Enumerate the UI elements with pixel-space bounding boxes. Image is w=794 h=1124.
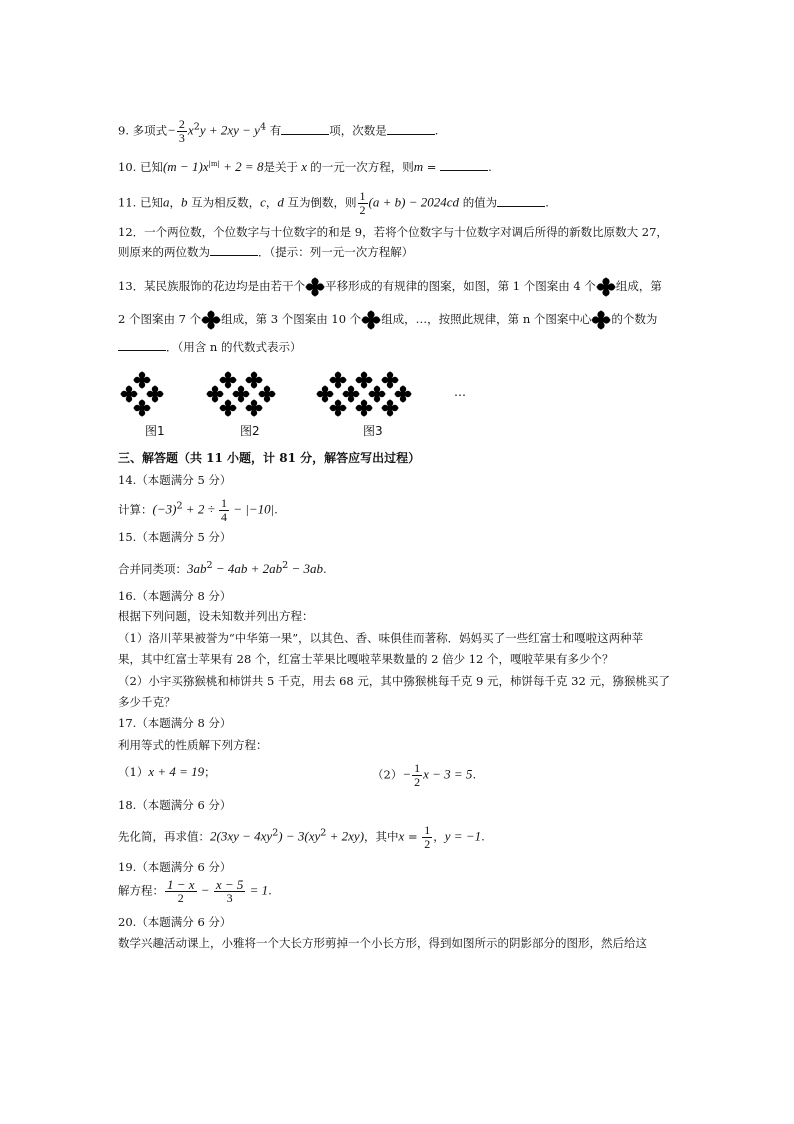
question-9: 9. 多项式− $\frac{2}{3}$ $x^2y + 2xy - y^4$ 有 项，次数是 . — [118, 117, 439, 145]
question-12-line2: 则原来的两位数为 ．（提示：列一元一次方程解） — [118, 245, 414, 259]
figure-1-label: 图1 — [145, 424, 165, 438]
clover-icon — [133, 399, 151, 417]
clover-icon — [232, 385, 250, 403]
clover-icon — [591, 310, 611, 330]
question-17-intro: 利用等式的性质解下列方程： — [118, 738, 268, 752]
question-20-line1: 数学兴趣活动课上，小雅将一个大长方形剪掉一个小长方形，得到如图所示的阴影部分的图形，然后给这 — [118, 936, 647, 950]
section-3-heading: 三、解答题（共 11 小题，计 81 分，解答应写出过程） — [118, 451, 421, 465]
answer-blank[interactable] — [440, 158, 488, 171]
question-19-head: 19.（本题满分 6 分） — [118, 860, 232, 874]
clover-icon — [368, 385, 386, 403]
answer-blank[interactable] — [387, 122, 435, 135]
clover-icon — [206, 385, 224, 403]
question-15: 合并同类项：$3ab^2 - 4ab + 2ab^2 - 3ab$. — [118, 560, 327, 576]
clover-icon — [245, 371, 263, 389]
question-14: 计算：$(-3)^2 + 2$ ÷ $\frac{1}{4}$ − |−10|. — [118, 496, 278, 524]
question-20-head: 20.（本题满分 6 分） — [118, 915, 232, 929]
answer-blank[interactable] — [118, 338, 166, 351]
question-16-part2b: 多少千克？ — [118, 695, 176, 709]
question-17-part2: （2）− $\frac{1}{2}$ x − 3 = 5. — [372, 761, 477, 789]
question-18: 先化简，再求值：$2(3xy - 4xy^2) - 3(xy^2 + 2xy)$，其中x = $\frac{1}{2}$ ，y = −1. — [118, 823, 485, 851]
question-19: 解方程： $\frac{1 - x}{2}$ − $\frac{x - 5}{3}$ = 1. — [118, 877, 272, 905]
clover-icon — [146, 385, 164, 403]
clover-icon — [355, 399, 373, 417]
clover-icon — [342, 385, 360, 403]
question-13-line3: ．（用含 n 的代数式表示） — [118, 338, 301, 355]
question-17-head: 17.（本题满分 8 分） — [118, 716, 232, 730]
question-16-part1b: 果，其中红富士苹果有 28 个，红富士苹果比嘎啦苹果数量的 2 倍少 12 个，嘎啦苹果有多少个？ — [118, 652, 614, 666]
ellipsis: … — [454, 385, 466, 399]
clover-icon — [219, 399, 237, 417]
question-14-head: 14.（本题满分 5 分） — [118, 473, 232, 487]
clover-icon — [245, 399, 263, 417]
answer-blank[interactable] — [210, 243, 258, 256]
question-17-part1: （1）x + 4 = 19； — [118, 764, 216, 779]
pattern-figures — [120, 366, 480, 422]
question-12-line1: 12．一个两位数，个位数字与十位数字的和是 9，若将个位数字与十位数字对调后所得的新数比原数大 27， — [118, 225, 668, 239]
clover-icon — [201, 310, 221, 330]
figure-2-label: 图2 — [240, 424, 260, 438]
question-16-intro: 根据下列问题，设未知数并列出方程： — [118, 609, 314, 623]
answer-blank[interactable] — [281, 122, 329, 135]
question-16-head: 16.（本题满分 8 分） — [118, 589, 232, 603]
question-16-part1a: （1）洛川苹果被誉为“中华第一果”，以其色、香、味俱佳而著称．妈妈买了一些红富士和嘎啦这两种苹 — [118, 631, 644, 645]
clover-icon — [394, 385, 412, 403]
clover-icon — [381, 371, 399, 389]
clover-icon — [355, 371, 373, 389]
clover-icon — [219, 371, 237, 389]
answer-blank[interactable] — [497, 194, 545, 207]
question-13-line1: 13．某民族服饰的花边均是由若干个 平移形成的有规律的图案，如图，第 1 个图案由 4 个 组成，第 — [118, 277, 662, 297]
question-18-head: 18.（本题满分 6 分） — [118, 798, 232, 812]
clover-icon — [120, 385, 138, 403]
clover-icon — [316, 385, 334, 403]
question-15-head: 15.（本题满分 5 分） — [118, 530, 232, 544]
clover-icon — [361, 310, 381, 330]
question-11: 11. 已知a，b 互为相反数，c，d 互为倒数，则 $\frac{1}{2}$ (a + b) − 2024cd 的值为 . — [118, 189, 549, 217]
clover-icon — [329, 371, 347, 389]
question-16-part2a: （2）小宇买猕猴桃和柿饼共 5 千克，用去 68 元，其中猕猴桃每千克 9 元，柿饼每千克 32 元，猕猴桃买了 — [118, 674, 670, 688]
clover-icon — [381, 399, 399, 417]
clover-icon — [329, 399, 347, 417]
question-10: 10. 已知$(m - 1)x^{|m|} + 2 = 8$是关于 x 的一元一次方程，则m = . — [118, 158, 492, 174]
clover-icon — [305, 277, 325, 297]
question-13-line2: 2 个图案由 7 个 组成，第 3 个图案由 10 个 组成，…，按照此规律，第 n 个图案中心 的个数为 — [118, 310, 657, 330]
clover-icon — [258, 385, 276, 403]
clover-icon — [596, 277, 616, 297]
clover-icon — [133, 371, 151, 389]
figure-3-label: 图3 — [363, 424, 383, 438]
